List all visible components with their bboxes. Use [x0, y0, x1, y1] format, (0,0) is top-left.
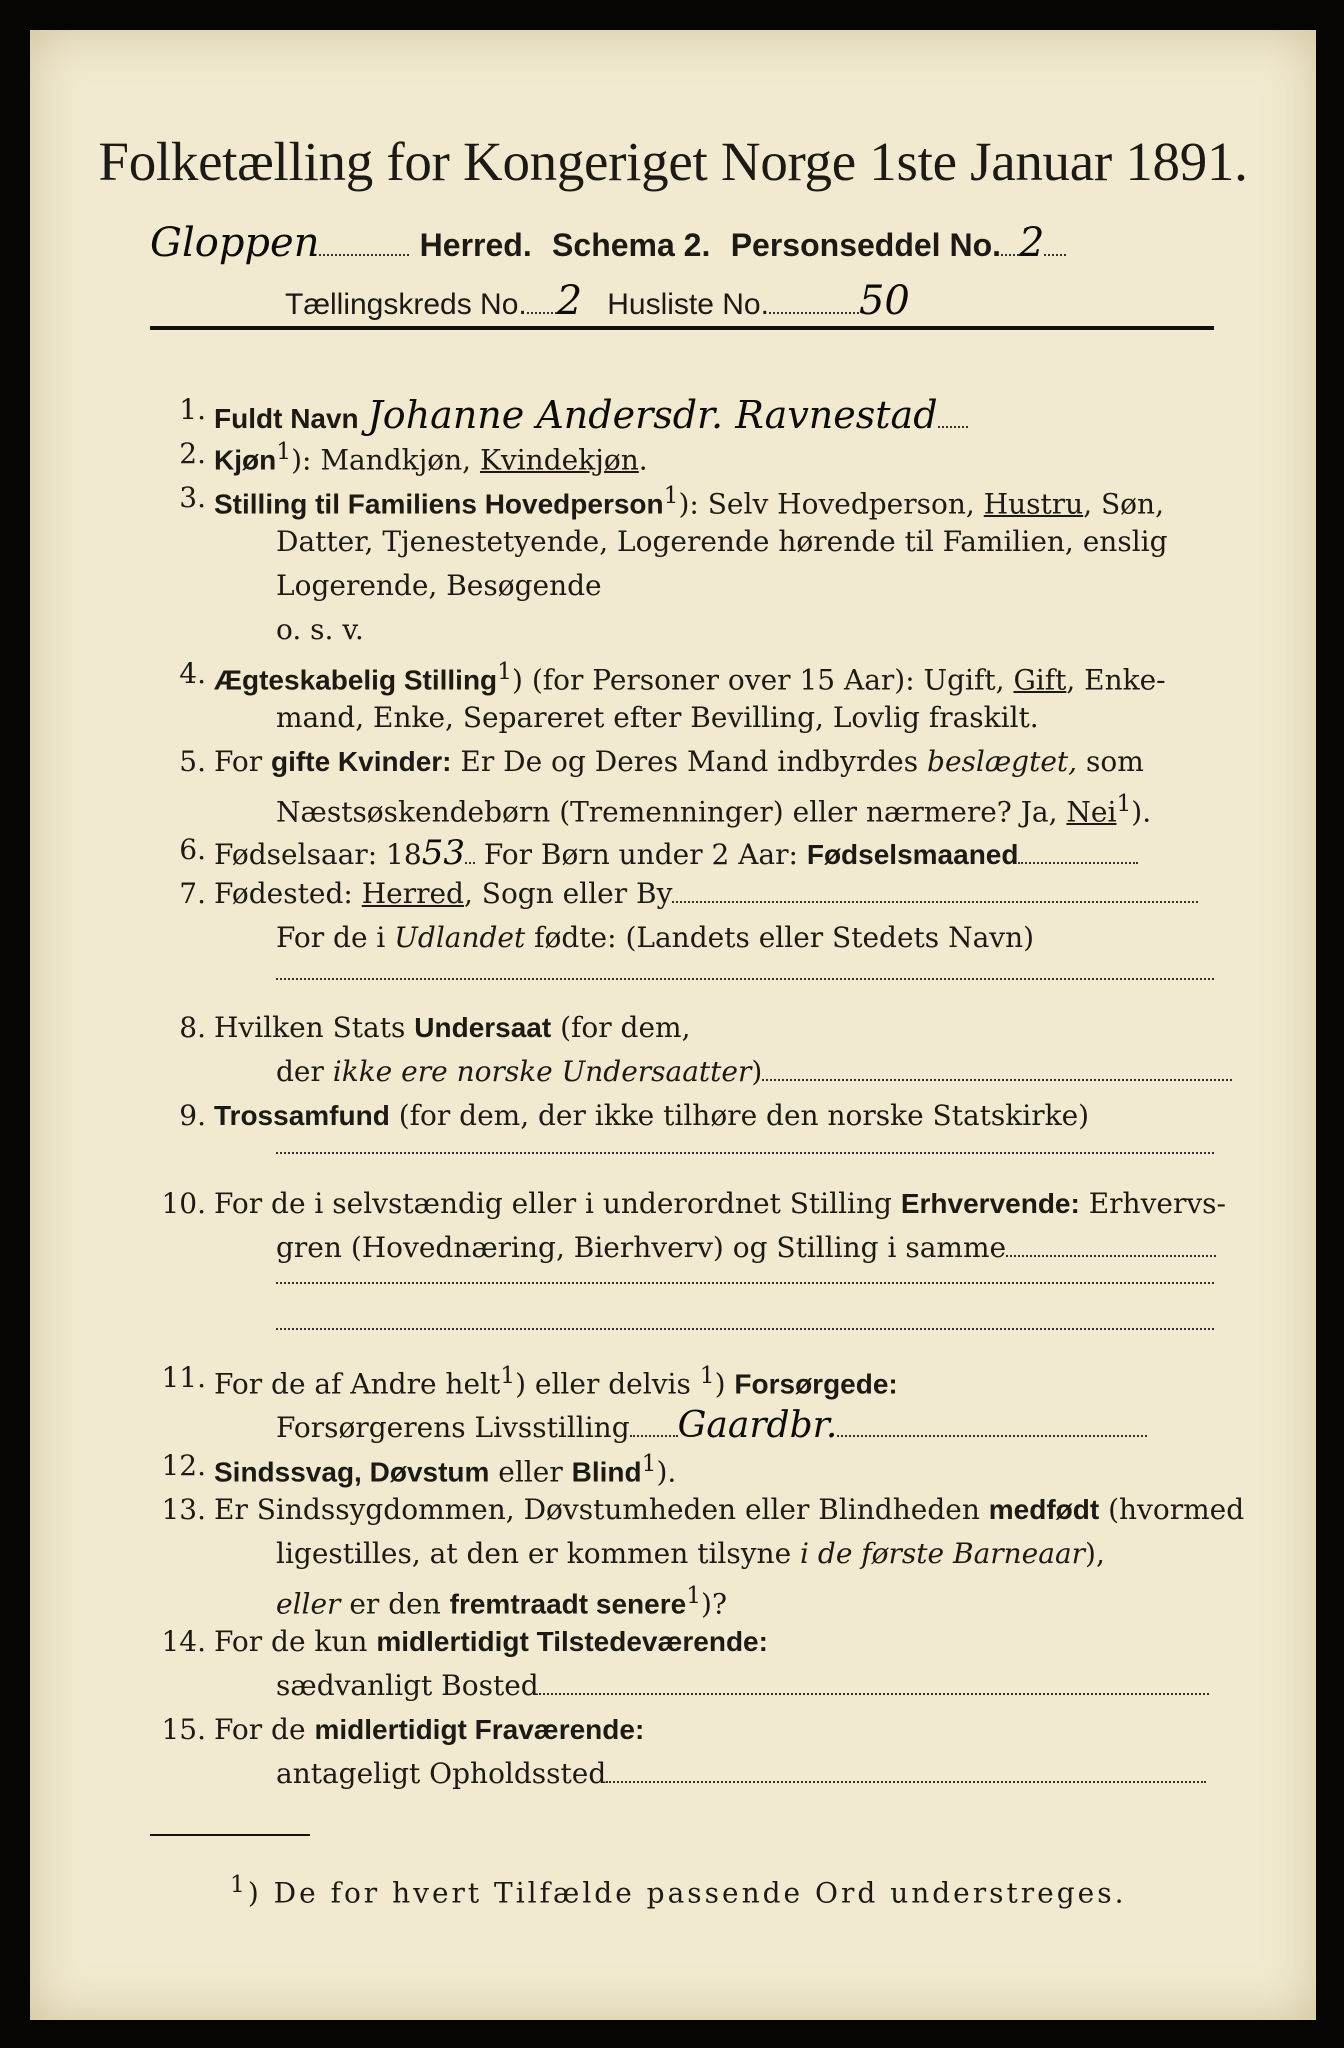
item-2-number: 2. — [179, 437, 206, 470]
item-10-text-a: For de i selvstændig eller i underordnet Stilling — [214, 1187, 901, 1220]
item-13 — [214, 1493, 1244, 1526]
item-11-line2-text: Forsørgerens Livsstilling — [276, 1411, 630, 1444]
item-3-line4: o. s. v. — [276, 613, 364, 646]
footnote-sup: 1 — [230, 1870, 248, 1898]
item-8-line2-b: ) — [751, 1055, 763, 1088]
item-13-text-b: (hvormed — [1099, 1493, 1245, 1526]
schema-label: Schema 2. — [552, 227, 711, 263]
item-9-text-a: (for dem, der ikke tilhøre den norske Statskirke) — [389, 1099, 1090, 1132]
item-5-line2-a: Næstsøskendebørn (Tremenninger) eller nærmere? Ja, — [276, 795, 1067, 829]
item-8-line2-a: der — [276, 1055, 333, 1088]
item-4-sup: 1 — [497, 657, 513, 685]
item-2-sup: 1 — [276, 437, 292, 465]
item-15-text-a: For de — [214, 1713, 315, 1746]
item-4-number: 4. — [179, 657, 206, 690]
header-rule — [150, 326, 1214, 330]
item-3-text-a: ): Selv Hovedperson, — [678, 487, 984, 521]
item-12-text-b: ). — [656, 1455, 677, 1489]
item-10-label: Erhvervende: — [900, 1188, 1080, 1219]
item-10-line2-text: gren (Hovednæring, Bierhverv) og Stilling i samme — [276, 1231, 1007, 1264]
item-15 — [214, 1713, 644, 1746]
item-13-sup: 1 — [686, 1581, 702, 1609]
item-11-number: 11. — [161, 1361, 206, 1394]
item-2 — [214, 437, 648, 476]
item-11-text-a: For de af Andre helt — [214, 1367, 501, 1401]
husliste-value: 50 — [858, 278, 910, 324]
item-5-text-a: For — [214, 745, 272, 778]
item-9-number: 9. — [179, 1099, 206, 1132]
item-3-line2: Datter, Tjenestetyende, Logerende hørende til Familien, enslig — [276, 525, 1168, 558]
kreds-label: Tællingskreds No. — [285, 288, 527, 321]
item-7-blank-line — [276, 978, 1214, 980]
item-13-text-a: Er Sindssygdommen, Døvstumheden eller Blindheden — [214, 1493, 989, 1526]
item-6-label: Fødselsmaaned — [806, 839, 1019, 870]
item-14-text-a: For de kun — [214, 1625, 377, 1658]
item-9-blank-line — [276, 1152, 1214, 1154]
item-8-text-b: (for dem, — [551, 1011, 691, 1044]
item-5-text-c: som — [1077, 745, 1144, 778]
item-3-label: Stilling til Familiens Hovedperson — [214, 488, 664, 520]
item-10-text-b: Erhvervs- — [1079, 1187, 1227, 1220]
item-4-label: Ægteskabelig Stilling — [214, 664, 498, 696]
item-9-label: Trossamfund — [214, 1100, 390, 1131]
item-13-line3-italic: eller — [276, 1587, 341, 1621]
herred-label: Herred. — [419, 227, 532, 263]
item-12 — [214, 1449, 676, 1488]
item-6 — [214, 833, 1138, 873]
item-8-text-a: Hvilken Stats — [214, 1011, 415, 1044]
item-5-text-b: Er De og Deres Mand indbyrdes — [451, 745, 928, 778]
item-7-italic: Udlandet — [394, 921, 526, 954]
item-3-number: 3. — [179, 481, 206, 514]
footnote — [230, 1870, 1126, 1909]
item-4-line2: mand, Enke, Separeret efter Bevilling, Lovlig fraskilt. — [276, 701, 1039, 734]
item-3 — [214, 481, 1164, 520]
item-4 — [214, 657, 1166, 696]
item-5-italic: beslægtet, — [927, 745, 1078, 778]
item-10-blank-line-1 — [276, 1282, 1214, 1284]
item-13-label: medfødt — [988, 1494, 1100, 1525]
item-6-text-a: Fødselsaar: 18 — [214, 838, 422, 871]
item-8 — [214, 1011, 690, 1044]
item-15-line2 — [276, 1757, 1206, 1790]
item-5-line2 — [276, 789, 1151, 828]
personseddel-value: 2 — [1019, 220, 1045, 266]
item-10-line2 — [276, 1231, 1216, 1264]
item-14 — [214, 1625, 768, 1658]
item-11-label: Forsørgede: — [734, 1368, 898, 1400]
item-13-line2-a: ligestilles, at den er kommen tilsyne — [276, 1537, 801, 1570]
item-2-text-b: . — [638, 443, 648, 477]
herred-value: Gloppen — [150, 220, 320, 266]
item-12-label2: Blind — [571, 1456, 642, 1488]
item-14-line2 — [276, 1669, 1209, 1702]
item-6-text-b: For Børn under 2 Aar: — [474, 838, 807, 871]
item-5-label: gifte Kvinder: — [271, 746, 452, 777]
item-4-text-a: ) (for Personer over 15 Aar): Ugift, — [512, 663, 1014, 697]
footnote-text: ) De for hvert Tilfælde passende Ord understreges. — [247, 1876, 1127, 1910]
kreds-value: 2 — [556, 278, 583, 324]
item-12-number: 12. — [161, 1449, 206, 1482]
item-11-text-b: ) eller delvis — [515, 1367, 700, 1401]
form-title: Folketælling for Kongeriget Norge 1ste Januar 1891. — [98, 131, 1248, 192]
item-7-text-b: , Sogn eller By — [463, 877, 673, 910]
item-5-number: 5. — [179, 745, 206, 778]
item-10-blank-line-2 — [276, 1328, 1214, 1330]
item-12-sup: 1 — [641, 1449, 657, 1477]
item-8-italic: ikke ere norske Undersaatter — [332, 1055, 752, 1088]
item-10-number: 10. — [161, 1187, 206, 1220]
item-13-number: 13. — [161, 1493, 206, 1526]
item-11-line2 — [276, 1405, 1147, 1446]
item-7-number: 7. — [179, 877, 206, 910]
item-13-line2 — [276, 1537, 1105, 1570]
item-1 — [214, 393, 968, 437]
item-8-line2 — [276, 1055, 1232, 1088]
item-3-selected: Hustru — [983, 487, 1084, 521]
item-15-line2-text: antageligt Opholdssted — [276, 1757, 607, 1790]
item-9 — [214, 1099, 1089, 1132]
item-5-selected: Nei — [1066, 795, 1117, 829]
item-3-line3: Logerende, Besøgende — [276, 569, 602, 602]
item-13-line2-b: ), — [1085, 1537, 1105, 1570]
item-3-sup: 1 — [663, 481, 679, 509]
item-5-sup: 1 — [1116, 789, 1132, 817]
item-2-selected: Kvindekjøn — [479, 443, 639, 477]
item-5-line2-b: ). — [1131, 795, 1152, 829]
item-15-number: 15. — [161, 1713, 206, 1746]
item-1-label: Fuldt Navn — [214, 403, 359, 434]
item-12-text-a: eller — [489, 1455, 572, 1489]
husliste-label: Husliste No. — [607, 288, 769, 321]
item-14-line2-text: sædvanligt Bosted — [276, 1669, 539, 1702]
item-13-line3-b: )? — [701, 1587, 727, 1621]
item-7-line2-b: fødte: (Landets eller Stedets Navn) — [525, 921, 1035, 954]
item-1-number: 1. — [179, 393, 206, 426]
item-2-label: Kjøn — [214, 444, 277, 476]
item-7-line2 — [276, 921, 1034, 954]
item-11 — [214, 1361, 898, 1400]
provider-occupation-value: Gaardbr. — [677, 1405, 838, 1446]
item-3-text-b: , Søn, — [1083, 487, 1164, 521]
item-13-italic: i de første Barneaar — [800, 1537, 1086, 1570]
item-5 — [214, 745, 1144, 778]
footnote-rule — [150, 1834, 310, 1836]
item-7-selected: Herred — [361, 877, 464, 910]
item-2-text-a: ): Mandkjøn, — [291, 443, 480, 477]
header-line-herred — [150, 220, 1066, 266]
item-7-line2-a: For de i — [276, 921, 395, 954]
item-11-sup: 1 — [500, 1361, 516, 1389]
item-11-sup2: 1 — [699, 1361, 715, 1389]
item-8-label: Undersaat — [414, 1012, 552, 1043]
header-line-kreds — [285, 278, 910, 324]
full-name-value: Johanne Andersdr. Ravnestad — [367, 393, 938, 437]
item-4-text-b: , Enke- — [1066, 663, 1166, 697]
item-15-label: midlertidigt Fraværende: — [314, 1714, 645, 1745]
census-form — [30, 30, 1316, 2020]
item-11-text-c: ) — [714, 1367, 735, 1401]
item-10 — [214, 1187, 1226, 1220]
item-14-label: midlertidigt Tilstedeværende: — [376, 1626, 768, 1657]
item-7-text-a: Fødested: — [214, 877, 362, 910]
item-12-label: Sindssvag, Døvstum — [214, 1456, 490, 1488]
item-13-line3-label: fremtraadt senere — [449, 1588, 687, 1620]
item-14-number: 14. — [161, 1625, 206, 1658]
birth-year-value: 53 — [421, 833, 465, 873]
item-8-number: 8. — [179, 1011, 206, 1044]
item-13-line3 — [276, 1581, 727, 1620]
item-13-line3-a: er den — [340, 1587, 450, 1621]
item-4-selected: Gift — [1013, 663, 1067, 697]
item-6-number: 6. — [179, 833, 206, 866]
item-7 — [214, 877, 1198, 910]
personseddel-label: Personseddel No. — [730, 227, 1001, 263]
